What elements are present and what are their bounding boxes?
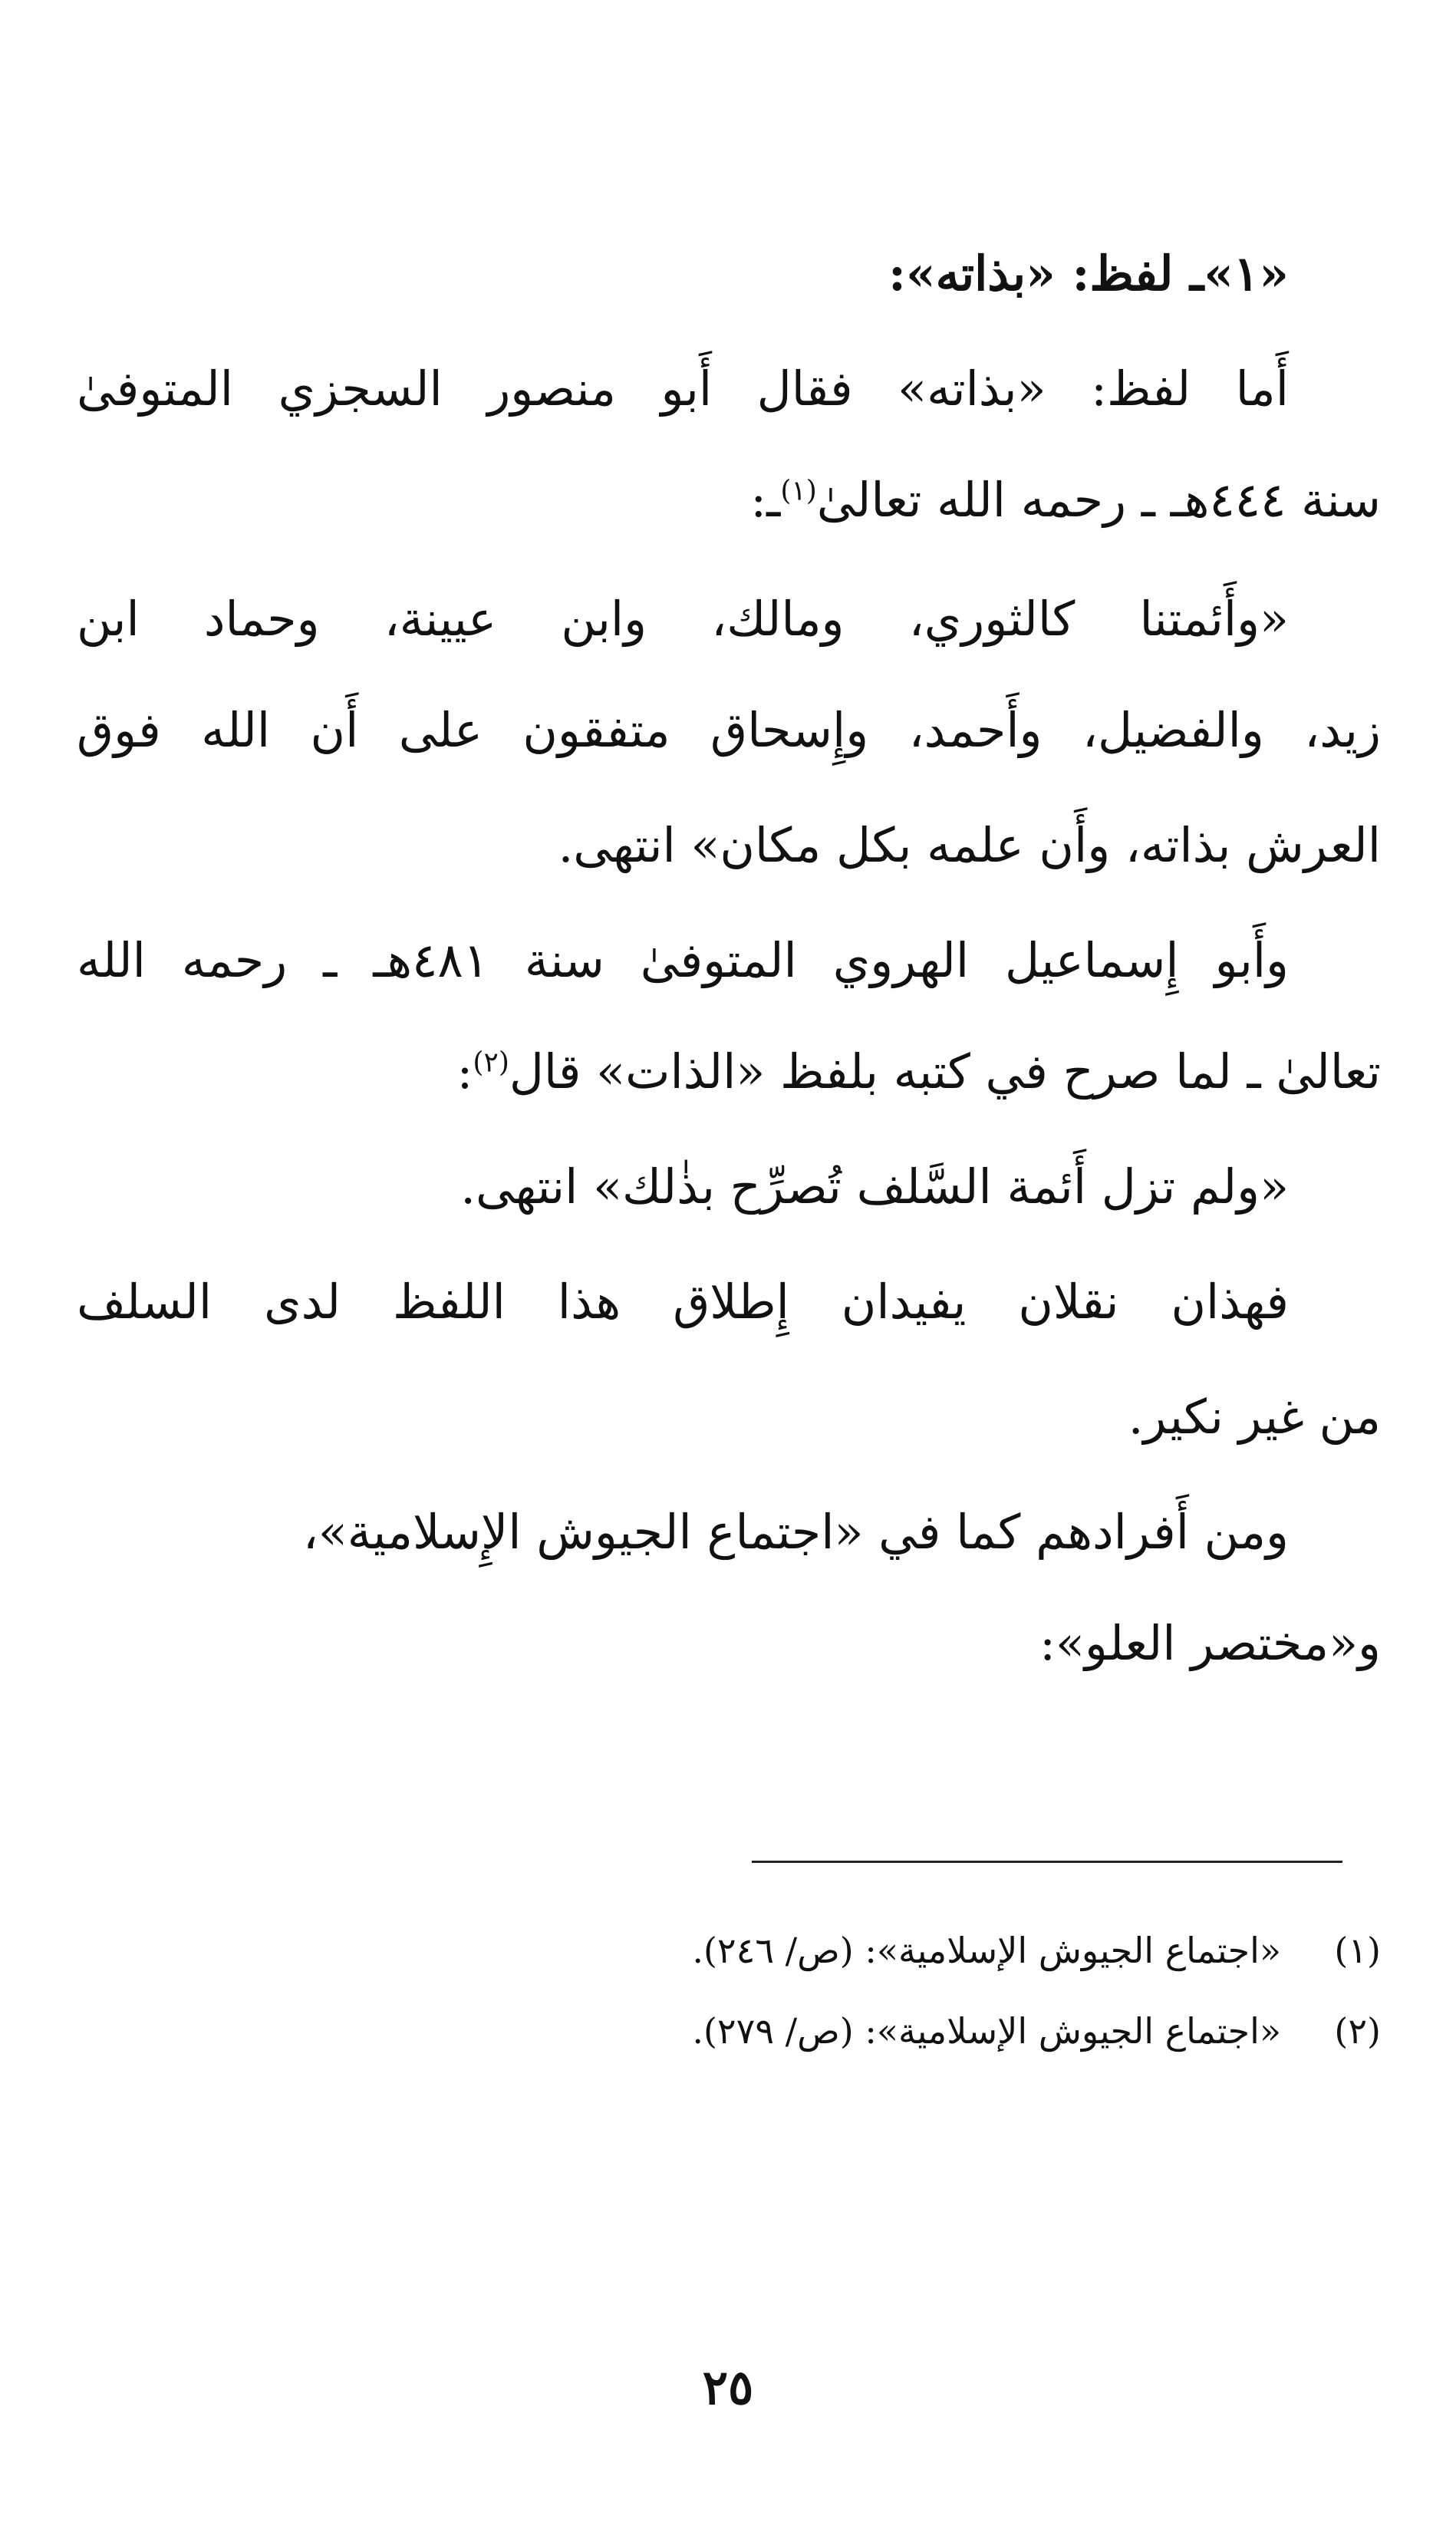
line-text: ـ: <box>750 472 781 528</box>
text-line <box>77 1274 1381 1330</box>
footnote-text: «اجتماع الجيوش الإسلامية»: (ص/ ٢٧٩). <box>692 2010 1281 2052</box>
line-text: من غير نكير. <box>1128 1389 1381 1445</box>
text-line <box>77 1504 1381 1561</box>
line-text: ومن أَفرادهم كما في «اجتماع الجيوش الإِسلامية»، <box>302 1504 1289 1560</box>
text-line <box>77 1043 1381 1100</box>
footnote-number: (٢) <box>1334 2010 1381 2052</box>
footnote-number: (١) <box>1334 1930 1381 1971</box>
text-line <box>77 1389 1381 1446</box>
line-text: زيد، والفضيل، وأَحمد، وإِسحاق متفقون على أَن الله فوق <box>77 702 1381 758</box>
footnote-divider <box>752 1861 1342 1863</box>
footnote-item <box>77 1930 1381 1971</box>
line-text: «ولم تزل أَئمة السَّلف تُصرِّح بذٰلك» انتهى. <box>460 1159 1289 1215</box>
footnote-item <box>77 2010 1381 2052</box>
text-line <box>77 472 1381 529</box>
line-text: سنة ٤٤٤هـ ـ رحمه الله تعالىٰ <box>816 472 1381 528</box>
heading-text: «١»ـ لفظ: «بذاته»: <box>888 246 1289 302</box>
line-text: وأَبو إِسماعيل الهروي المتوفىٰ سنة ٤٨١هـ ـ رحمه الله <box>77 932 1289 988</box>
main-text <box>77 0 1381 1841</box>
line-text: «وأَئمتنا كالثوري، ومالك، وابن عيينة، وحماد ابن <box>77 591 1289 647</box>
footnote-ref: (٢) <box>473 1047 509 1079</box>
footnote-ref: (١) <box>780 475 817 507</box>
line-text: فهذان نقلان يفيدان إِطلاق هذا اللفظ لدى السلف <box>77 1274 1289 1330</box>
line-text: العرش بذاته، وأَن علمه بكل مكان» انتهى. <box>558 817 1381 873</box>
line-text: : <box>456 1043 473 1100</box>
text-line <box>77 1615 1381 1672</box>
text-line <box>77 817 1381 874</box>
text-line <box>77 591 1381 648</box>
line-text: و«مختصر العلو»: <box>1039 1615 1381 1671</box>
line-text: تعالىٰ ـ لما صرح في كتبه بلفظ «الذات» قال <box>509 1043 1381 1100</box>
text-line <box>77 702 1381 759</box>
text-line <box>77 932 1381 989</box>
footnote-text: «اجتماع الجيوش الإسلامية»: (ص/ ٢٤٦). <box>692 1930 1281 1971</box>
section-heading <box>77 246 1381 302</box>
text-line <box>77 361 1381 417</box>
page-number: ٢٥ <box>702 2359 754 2415</box>
text-line <box>77 1159 1381 1215</box>
line-text: أَما لفظ: «بذاته» فقال أَبو منصور السجزي المتوفىٰ <box>77 361 1289 417</box>
